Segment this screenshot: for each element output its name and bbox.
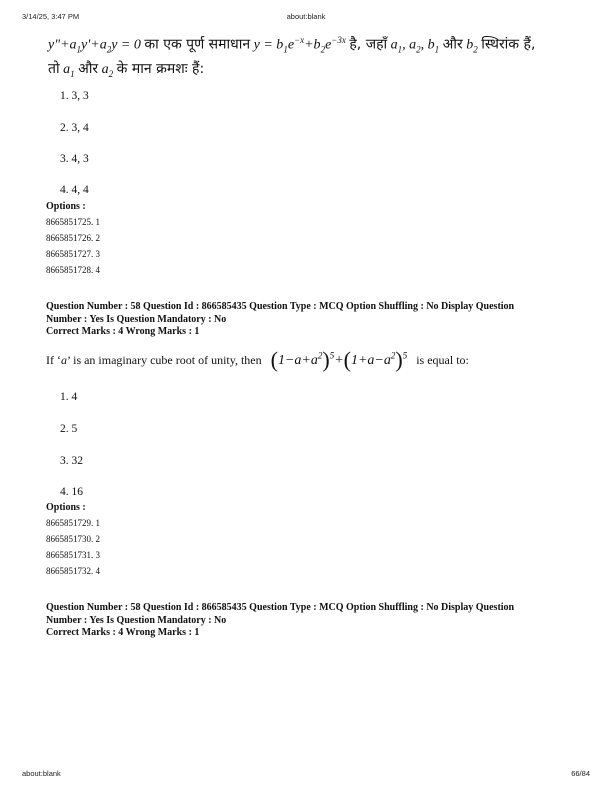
math-expression: $(1-a+a^2)^5+(1+a-a^2)^5$	[270, 347, 408, 372]
answer-option-2: 2. 5	[60, 423, 78, 435]
answer-option-1: 1. 3, 3	[60, 90, 89, 102]
option-id: 8665851730. 2	[46, 534, 100, 544]
print-page-title: about:blank	[286, 12, 326, 21]
print-url: about:blank	[22, 769, 61, 778]
question-line-1: $y"+a_1y'+a_2y = 0$ का एक पूर्ण समाधान $y = b_1e^{-x}+b_2e^{-3x}$ है, जहाँ $a_1$, $a_2$, $b_1$ और $b_2$ स्थिरांक हैं,	[48, 35, 536, 55]
question-text-hindi	[48, 30, 588, 84]
answer-option-1: 1. 4	[60, 391, 78, 403]
options-label: Options :	[46, 201, 86, 212]
option-id: 8665851731. 3	[46, 550, 100, 560]
answer-option-2: 2. 3, 4	[60, 122, 89, 134]
question-text: If ‘a’ is an imaginary cube root of unity, then $(1-a+a^2)^5+(1+a-a^2)^5$ is equal to:	[46, 347, 469, 372]
answer-option-3: 3. 4, 3	[60, 153, 89, 165]
option-id: 8665851729. 1	[46, 518, 100, 528]
option-id: 8665851728. 4	[46, 265, 100, 275]
print-datetime: 3/14/25, 3:47 PM	[22, 12, 80, 21]
question-line-2: तो $a_1$ और $a_2$ के मान क्रमशः हैं:	[48, 61, 205, 80]
option-id: 8665851725. 1	[46, 217, 100, 227]
question-meta: Question Number : 58 Question Id : 866585435 Question Type : MCQ Option Shuffling : No Display Question Number : Yes Is Question Mandatory : No Correct Marks : 4 Wrong Marks : 1	[46, 301, 515, 337]
option-id: 8665851727. 3	[46, 249, 100, 259]
answer-option-4: 4. 4, 4	[60, 184, 89, 196]
answer-option-4: 4. 16	[60, 486, 83, 498]
options-label: Options :	[46, 502, 86, 513]
question-meta: Question Number : 58 Question Id : 866585435 Question Type : MCQ Option Shuffling : No Display Question Number : Yes Is Question Mandatory : No Correct Marks : 4 Wrong Marks : 1	[46, 602, 515, 638]
page-number: 66/84	[571, 769, 590, 778]
answer-option-3: 3. 32	[60, 455, 83, 467]
option-id: 8665851732. 4	[46, 566, 100, 576]
option-id: 8665851726. 2	[46, 233, 100, 243]
